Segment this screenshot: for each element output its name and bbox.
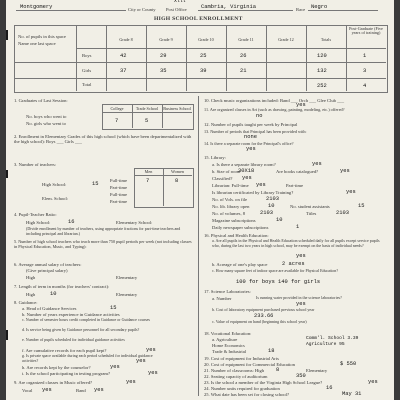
q18-a: a. Agriculture (212, 337, 238, 342)
q21-elem: Elementary (306, 368, 328, 373)
q17-a2-value: yes (296, 301, 306, 307)
rule (16, 10, 126, 11)
q15: 15. Library: (204, 155, 226, 160)
q8-a: a. Head of Guidance Services (22, 306, 77, 311)
q15-g: No. lib. library open (212, 204, 250, 209)
q15-g2-value: 15 (358, 203, 365, 209)
q15-b2-value: yes (340, 168, 350, 174)
q3-elem-label: Elem. School: (42, 196, 69, 201)
q16-b: b. Acreage of one's play space (212, 262, 268, 267)
cell: 3 (363, 68, 367, 74)
rule (134, 175, 192, 176)
q18-b-value: Agriculture 95 (306, 342, 345, 347)
cell: 21 (240, 68, 247, 74)
q9-band: Band (76, 388, 86, 393)
q3-label: 3. Number of teachers: (14, 162, 57, 167)
q3-fulltime: Full-time (110, 178, 128, 183)
q8-g: g. Is private space available during each period scheduled for individual guidance activities? (22, 353, 153, 363)
q7-elem: Elementary (116, 292, 138, 297)
q15-e: Is librarian certificated by Library Training? (212, 190, 294, 195)
rule (14, 62, 386, 63)
rule (102, 112, 192, 113)
rule (266, 25, 267, 91)
q15-h-value: 2103 (260, 210, 273, 216)
q17: 17. Science Laboratories: (204, 289, 251, 294)
q4-label: 4. Pupil-Teacher Ratio: (14, 212, 57, 217)
q6-elem: Elementary (116, 275, 138, 280)
q22: 22. Seating capacity of auditorium (204, 374, 268, 379)
q15-d: Librarian: Full-time (212, 183, 249, 188)
enrollment-intro-1: No. of pupils in this space (18, 34, 66, 39)
q23-value: yes (368, 379, 378, 385)
q8-f-value: yes (146, 347, 156, 353)
q4-hs-label: High School: (26, 220, 51, 225)
q15-j-value: 1 (296, 224, 300, 230)
col-header: Trade School (135, 106, 159, 111)
col-header: Grade 11 (238, 37, 254, 42)
cell: 120 (317, 53, 327, 59)
q8-c: c. Number of semester hours credit completed in Guidance or Guidance courses (22, 317, 150, 322)
q15-f: No. of Vols. on file (212, 197, 248, 202)
city-value: Montgomery (20, 4, 53, 10)
q14-value: yes (246, 146, 256, 152)
q16-c-value: 100 for boys 140 for girls (236, 279, 321, 285)
cell: 132 (317, 68, 327, 74)
q14: 14. Is there a separate room for the Principal's office? (204, 141, 294, 146)
q18-c: Trade & Industrial (212, 349, 247, 354)
q18: 18. Vocational Education: (204, 331, 252, 336)
q7-value: 10 (50, 291, 57, 297)
row-label-total: Total (82, 82, 92, 87)
q19: 19. Cost of equipment for Industrial Arts (204, 356, 279, 361)
enrollment-intro-2: Name one last space (18, 41, 56, 46)
race-value: Negro (311, 4, 328, 10)
col-header: Grade 8 (119, 37, 133, 42)
q3-hs-value: 15 (92, 181, 99, 187)
cell: 37 (120, 68, 127, 74)
q8-b: b. Number of years experience in Guidance activities (22, 312, 120, 317)
q3-women: 8 (175, 178, 179, 184)
punch-mark (6, 30, 8, 40)
q17-b: b. Cost of laboratory equipment purchased previous school year (212, 307, 315, 312)
q10-value: yes (296, 102, 306, 108)
q8-i-value: yes (148, 370, 158, 376)
enrollment-table (14, 25, 388, 93)
q6-sub: (Give principal salary) (26, 268, 68, 273)
q8-f: f. Are cumulative records for each pupil kept? (22, 348, 107, 353)
q9-label: 9. Are organized classes in Music offered? (14, 380, 93, 385)
rule (106, 25, 107, 91)
rule (198, 10, 293, 11)
col-header: College (110, 106, 124, 111)
col-header: Post-Graduate (Five years of training) (349, 26, 383, 36)
rule (76, 25, 77, 91)
q9-vocal-value: yes (42, 387, 52, 393)
punch-mark (6, 330, 8, 340)
q16-a-value: yes (296, 253, 306, 259)
col-header: Grade 12 (278, 37, 294, 42)
q15-c-value: yes (242, 175, 252, 181)
q24: 24. Number units required for graduation (204, 386, 280, 391)
race-label: Race (296, 7, 306, 12)
q15-i-value: 10 (276, 217, 283, 223)
q15-d2: Part-time (286, 183, 304, 188)
q4-hs-value: 16 (68, 219, 75, 225)
q15-i: Magazine subscriptions (212, 218, 256, 223)
rule (14, 78, 386, 79)
cell: 26 (240, 53, 247, 59)
q21-value: 8 (276, 367, 280, 373)
q3-parttime: Part-time (110, 185, 128, 190)
q4-elem-label: Elementary School: (116, 220, 153, 225)
q15-c: Classified? (212, 176, 233, 181)
q16-c: c. How many square feet of indoor space are available for Physical Education? (212, 268, 339, 273)
q25: 25. What date has been set for closing school? (204, 392, 290, 397)
col-header: Women (171, 169, 184, 174)
q8-h: h. Are records kept by the counselor? (22, 365, 91, 370)
punch-mark (6, 170, 8, 178)
col-header: Business School (163, 106, 191, 111)
city-label: City or County (128, 7, 156, 12)
q13-value: none (244, 134, 257, 140)
q9-band-value: yes (94, 387, 104, 393)
q1-row1: No. boys who went to (26, 114, 67, 119)
teachers-table (134, 168, 194, 208)
q21: 21. Number of classrooms: High (204, 368, 265, 373)
q8-e: e. Number of pupils scheduled for individual guidance activities (22, 337, 125, 342)
q3-parttime2: Part-time (110, 199, 128, 204)
document-page (6, 0, 394, 400)
q5-label: 5. Number of high school teachers who teach more than 750 pupil periods per week (not including classes in Physical Education, Music, and Typing): (14, 239, 192, 249)
q2-label: 2. Enrollment in Elementary Grades of this high school (which have been departmentalized with the high school): Boys ___ Girls ___ (14, 134, 192, 144)
q20: 20. Cost of equipment for Commercial Education (204, 362, 295, 367)
cell: 252 (317, 83, 327, 89)
rule (76, 48, 386, 49)
q25-value: May 31 (342, 391, 362, 397)
cell: 42 (120, 53, 127, 59)
q8-d: d. Is service being given by Guidance personnel for all secondary pupils? (22, 327, 140, 332)
col-header: Grade 9 (159, 37, 173, 42)
q6-high: High (26, 275, 36, 280)
q15-b-value: 30X18 (238, 168, 255, 174)
q17-a: a. Number (212, 296, 232, 301)
cell: 39 (200, 68, 207, 74)
q3-hs-label: High School: (42, 182, 67, 187)
q1-trade: 5 (145, 118, 149, 124)
q8-i: i. Is the school participating in testing program? (22, 371, 111, 376)
q15-g2: No. student assistants (290, 204, 330, 209)
row-label-boys: Boys (82, 53, 92, 58)
q15-d-value: yes (256, 182, 266, 188)
q16-b-value: 2 acres (282, 261, 305, 267)
q15-e-value: yes (346, 189, 356, 195)
post-office-label: Post Office (166, 7, 187, 12)
q24-value: 16 (326, 385, 333, 391)
rule (198, 96, 199, 396)
q18-b: Home Economics (212, 343, 245, 348)
q15-b2: Are books catalogued? (276, 169, 319, 174)
q8-g-value: yes (136, 358, 146, 364)
q18-a-value: Comm'l. School 3.39 (306, 336, 359, 341)
col-header: Grade 10 (198, 37, 214, 42)
rule (146, 25, 147, 91)
cell: 35 (160, 68, 167, 74)
q17-b-value: 233.66 (254, 313, 274, 319)
q18-c-value: 18 (268, 348, 275, 354)
post-office-value: Cambria, Virginia (201, 4, 256, 10)
q15-h2-value: 2103 (336, 210, 349, 216)
q16-a: a. Are all pupils in the Physical and Health Education scheduled daily for all pupils except service pupils who, during the last two years in high school, may be exempt on the basis of individual needs? (212, 238, 380, 248)
q16: 16. Physical and Health Education: (204, 233, 269, 238)
cell: 25 (200, 53, 207, 59)
q13: 13. Number of periods that Principal has been provided with: (204, 129, 307, 134)
q22-value: 350 (296, 373, 306, 379)
q4-note: (Divide enrollment by number of teachers, using appropriate fractions for part-time teachers and including principal and librarian.) (26, 226, 181, 236)
header-typed-top: Xlll (174, 0, 186, 4)
q8-a-value: 15 (110, 305, 117, 311)
q7-label: 7. Length of term in months (for teachers' contract): (14, 284, 110, 289)
q1-college: 7 (115, 118, 119, 124)
col-header: Men (144, 169, 153, 174)
q15-a: a. Is there a separate library room? (212, 162, 276, 167)
q1-row2: No. girls who went to (26, 121, 66, 126)
col-header: Totals (320, 37, 332, 42)
q15-b: b. Size of room (212, 169, 241, 174)
q11: 11. Are organized classes in Art (such as drawing, painting, modeling, etc.) offered? (204, 107, 345, 112)
q11-value: no (256, 113, 263, 119)
rule (306, 25, 307, 91)
cell: 4 (363, 83, 367, 89)
q8-h-value: yes (110, 364, 120, 370)
q7-high: High (26, 292, 36, 297)
q3-men: 7 (146, 178, 150, 184)
q9-vocal: Vocal (22, 388, 33, 393)
q1-label: 1. Graduates of Last Session: (14, 98, 68, 103)
q17-c: c. Value of equipment on hand (beginning this school year) (212, 319, 307, 324)
q17-a2: Is running water provided in the science laboratories? (256, 295, 342, 300)
row-label-girls: Girls (82, 68, 92, 73)
q15-g-value: 10 (268, 203, 275, 209)
q10: 10. Check music organizations included: Band ___ Orch ___ Glee Club ___ (204, 98, 344, 103)
section-title: HIGH SCHOOL ENROLLMENT (154, 16, 243, 22)
q12: 12. Number of pupils taught per week by Principal (204, 122, 298, 127)
q6-label: 6. Average annual salary of teachers: (14, 262, 82, 267)
rule (186, 25, 187, 91)
q15-a-value: yes (312, 161, 322, 167)
q15-j: Daily newspaper subscriptions (212, 225, 269, 230)
q9-value: yes (126, 379, 136, 385)
cell: 1 (363, 53, 367, 59)
rule (226, 25, 227, 91)
rule (308, 10, 378, 11)
q20-value: $ 550 (340, 361, 357, 367)
q15-h2: Titles (306, 211, 317, 216)
q15-h: No. of volumes, 8 (212, 211, 246, 216)
cell: 29 (160, 53, 167, 59)
q3-fulltime2: Full-time (110, 192, 128, 197)
q15-f-value: 2103 (266, 196, 279, 202)
q8-label: 8. Guidance: (14, 300, 38, 305)
q23: 23. Is the school a member of the Virginia High School League? (204, 380, 323, 385)
